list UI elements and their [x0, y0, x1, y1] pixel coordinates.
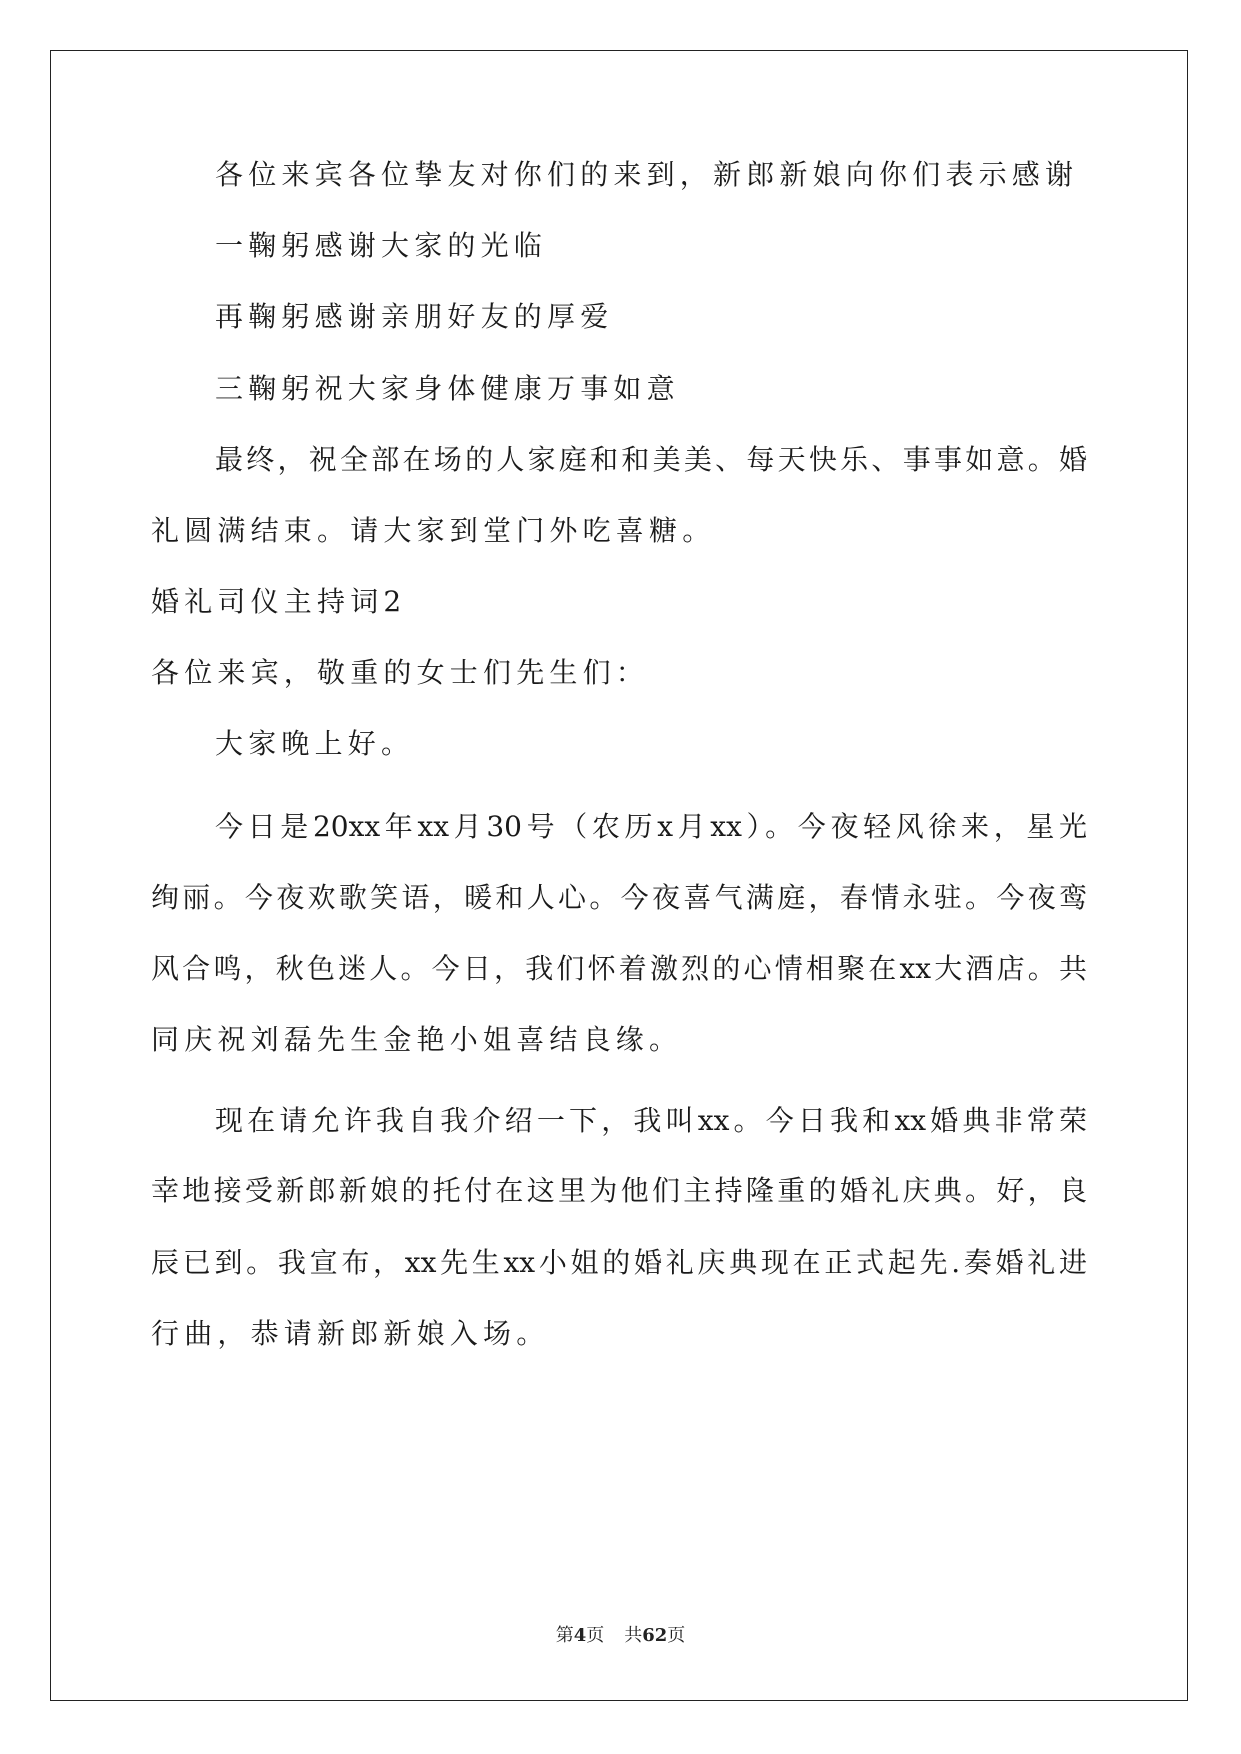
page-number: 4 — [573, 1625, 587, 1646]
section-heading: 婚礼司仪主持词2 — [151, 585, 407, 618]
paragraph-line: 辰已到。我宣布，xx先生xx小姐的婚礼庆典现在正式起先.奏婚礼进 — [151, 1246, 1087, 1279]
page-prefix: 第 — [555, 1625, 574, 1646]
total-prefix: 共 — [624, 1625, 643, 1646]
paragraph-line: 礼圆满结束。请大家到堂门外吃喜糖。 — [151, 514, 716, 547]
salutation-line: 各位来宾，敬重的女士们先生们： — [151, 656, 650, 689]
total-pages: 62 — [642, 1625, 668, 1646]
paragraph-line: 绚丽。今夜欢歌笑语，暖和人心。今夜喜气满庭，春情永驻。今夜鸾 — [151, 881, 1087, 914]
paragraph-line: 今日是20xx年xx月30号（农历x月xx）。今夜轻风徐来，星光 — [215, 810, 1087, 843]
paragraph-line: 同庆祝刘磊先生金艳小姐喜结良缘。 — [151, 1023, 683, 1056]
paragraph-line: 各位来宾各位挚友对你们的来到，新郎新娘向你们表示感谢 — [215, 158, 1079, 191]
total-suffix: 页 — [667, 1625, 686, 1646]
paragraph-line: 最终，祝全部在场的人家庭和和美美、每天快乐、事事如意。婚 — [215, 443, 1087, 476]
page-suffix: 页 — [586, 1625, 605, 1646]
paragraph-line: 行曲，恭请新郎新娘入场。 — [151, 1317, 550, 1350]
paragraph-line: 一鞠躬感谢大家的光临 — [215, 229, 548, 262]
page-footer — [0, 1624, 1241, 1648]
paragraph-line: 三鞠躬祝大家身体健康万事如意 — [215, 372, 680, 405]
paragraph-line: 幸地接受新郎新娘的托付在这里为他们主持隆重的婚礼庆典。好，良 — [151, 1174, 1087, 1207]
page-border — [50, 50, 1188, 1701]
paragraph-line: 再鞠躬感谢亲朋好友的厚爱 — [215, 300, 614, 333]
paragraph-line: 现在请允许我自我介绍一下，我叫xx。今日我和xx婚典非常荣 — [215, 1104, 1087, 1137]
paragraph-line: 大家晚上好。 — [215, 727, 415, 760]
paragraph-line: 风合鸣，秋色迷人。今日，我们怀着激烈的心情相聚在xx大酒店。共 — [151, 952, 1087, 985]
